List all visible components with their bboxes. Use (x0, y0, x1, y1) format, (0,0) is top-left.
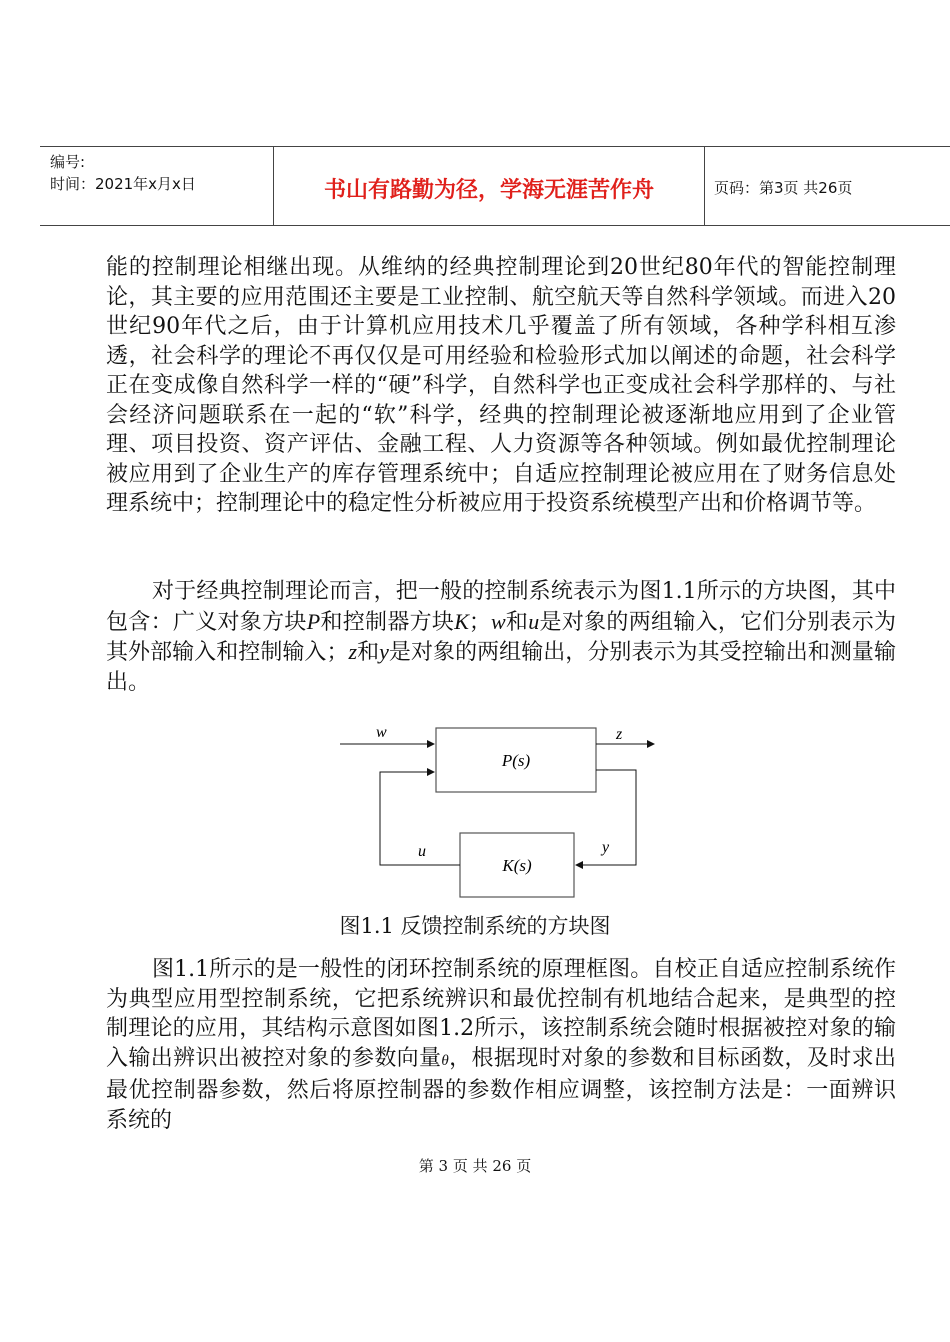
document-header (40, 146, 950, 226)
z-label: z (616, 726, 623, 743)
p2-text-g: 是对象的两组输出，分别表示为其受控输出和测量输出。 (106, 640, 896, 695)
page-number-label: 页码：第3页 共26页 (714, 179, 853, 197)
figure-caption: 图1.1 反馈控制系统的方块图 (339, 914, 611, 938)
u-label: u (418, 843, 426, 860)
controller-label: K(s) (502, 856, 532, 875)
var-z: z (348, 639, 358, 664)
header-motto-cell (273, 147, 705, 225)
var-K: K (454, 608, 469, 634)
var-w: w (490, 608, 506, 634)
var-y: y (379, 639, 389, 664)
y-label: y (602, 839, 610, 856)
motto-text: 书山有路勤为径，学海无涯苦作舟 (323, 177, 654, 203)
p2-text-e: 是对象的两组输入，它们分别表示为其外部输入和控制输入； (106, 609, 896, 665)
p2-text-b: 和控制器方块 (320, 609, 455, 635)
p2-text-a: 对于经典控制理论而言，把一般的控制系统表示为图1.1所示的方块图，其中包含：广义对象方块 (106, 579, 896, 635)
p2-text-d: 和 (505, 609, 529, 635)
var-theta: θ (441, 1052, 449, 1069)
page-footer: 第 3 页 共 26 页 (418, 1157, 532, 1175)
plant-label: P(s) (501, 751, 531, 770)
var-P: P (306, 608, 321, 634)
p3-text-b: ，根据现时对象的参数和目标函数，及时求出最优控制器参数，然后将原控制器的参数作相应调整，该控制方法是：一面辨识系统的 (106, 1045, 896, 1133)
paragraph-2 (106, 577, 896, 697)
time-label: 时间：2021年x月x日 (50, 175, 196, 193)
w-label: w (376, 724, 387, 741)
p2-text-f: 和 (357, 640, 380, 665)
header-right-cell (704, 147, 950, 225)
header-left-cell (40, 147, 272, 225)
p2-text-c: ； (468, 609, 491, 635)
paragraph-1: 能的控制理论相继出现。从维纳的经典控制理论到20世纪80年代的智能控制理论，其主要的应用范围还主要是工业控制、航空航天等自然科学领域。而进入20世纪90年代之后，由于计算机应用技术几乎覆盖了所有领域，各种学科相互渗透，社会科学的理论不再仅仅是可用经验和检验形式加以阐述的命题，社会科学正在变成像自然科学一样的“硬”科学，自然科学也正变成社会科学那样的、与社会经济问题联系在一起的“软”科学，经典的控制理论被逐渐地应用到了企业管理、项目投资、资产评估、金融工程、人力资源等各种领域。例如最优控制理论被应用到了企业生产的库存管理系统中；自适应控制理论被应用在了财务信息处理系统中；控制理论中的稳定性分析被应用于投资系统模型产出和价格调节等。 (106, 255, 896, 516)
feedback-block-diagram (330, 718, 670, 904)
p3-text-a: 图1.1所示的是一般性的闭环控制系统的原理框图。自校正自适应控制系统作为典型应用型控制系统，它把系统辨识和最优控制有机地结合起来，是典型的控制理论的应用，其结构示意图如图1.2所示，该控制系统会随时根据被控对象的输入输出辨识出被控对象的参数向量 (106, 957, 896, 1071)
serial-number-label: 编号: (50, 153, 86, 171)
paragraph-3 (106, 955, 896, 1135)
var-u: u (528, 608, 540, 634)
